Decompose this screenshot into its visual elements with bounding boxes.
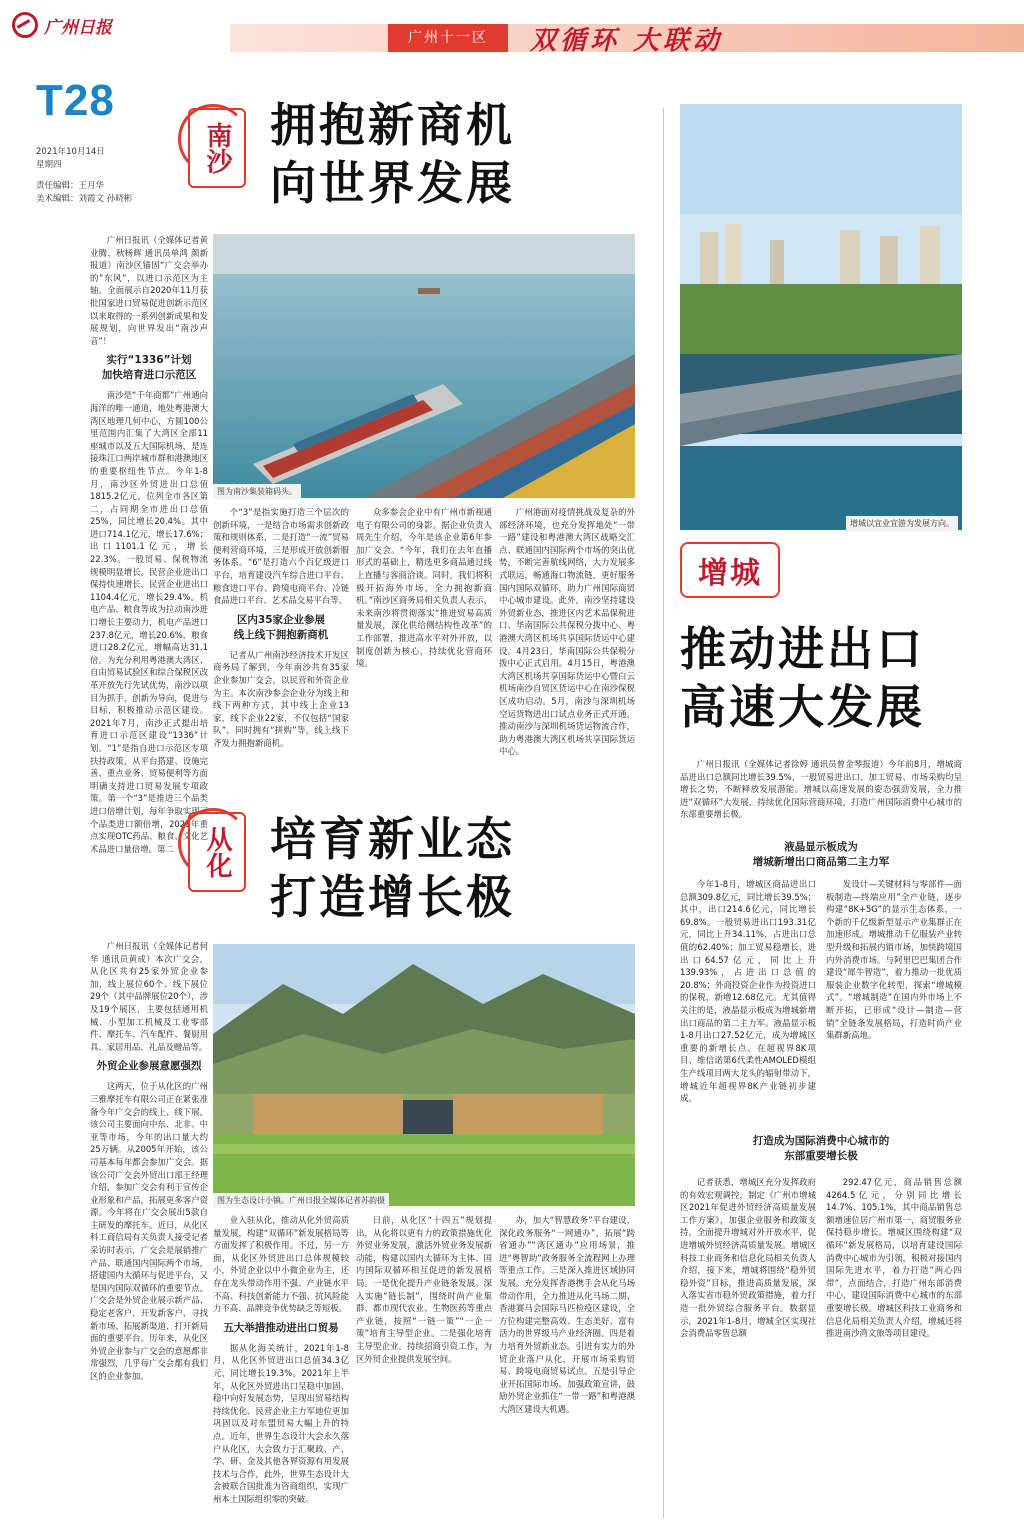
zengcheng-col3-body: 记者获悉，增城区充分发挥政府的有效宏观调控，制定《广州市增城区2021年促进外贸经济高质量发展工作方案》，加强企业服务和政策支持，全面提升增城对外开放水平，促进增城外贸经济高质量发展。增城区科技工业商务和信息化局相关负责人介绍，接下来，增城将围绕“稳外贸稳外资”目标，推进高质量发展，深入落实省市稳外贸政策措施，着力打造一批外贸综合服务平台。数据显示，2021年1-8月，增城全区实现社会消费品零售总额 xyxy=(680,1177,816,1339)
conghua-photo-caption: 图为生态设计小镇。广州日报全媒体记者苏韵摄 xyxy=(213,1193,389,1208)
logo-text: 广州日报 xyxy=(44,17,112,38)
zengcheng-column-1 xyxy=(680,878,816,1178)
zengcheng-headline-line2: 高速大发展 xyxy=(680,680,925,734)
zengcheng-headline xyxy=(680,620,925,736)
column-divider xyxy=(663,108,664,1518)
zengcheng-subhead-1: 液晶显示板成为 增城新增出口商品第二主力军 xyxy=(752,841,890,868)
section-tag-nansha xyxy=(188,108,246,188)
conghua-column-1 xyxy=(90,940,208,1518)
nansha-column-1 xyxy=(90,234,208,854)
city-photo-illustration xyxy=(680,104,962,530)
zengcheng-photo-caption: 增城以宜业宜游为发展方向。 xyxy=(846,516,958,531)
section-tag-label: 增城 xyxy=(698,556,762,591)
nansha-column-3 xyxy=(356,506,492,756)
conghua-column-2 xyxy=(213,1214,349,1518)
nansha-subhead-2: 区内35家企业参展 线上线下拥抱新商机 xyxy=(233,613,329,641)
conghua-headline-line2: 打造增长极 xyxy=(270,870,515,924)
conghua-headline xyxy=(270,810,515,926)
nansha-port-photo xyxy=(213,234,635,498)
section-tag-label: 南沙 xyxy=(202,122,232,174)
nansha-column-4 xyxy=(499,506,635,756)
nansha-lead: 广州日报讯（全媒体记者黄业腾、秋杨辉 通讯员单鸿 颜新报道）南沙区锚固“广交会举办的”东风”，以进口示范区为主轴，全面展示自2020年11月获批国家进口贸易促进创新示范区以来取得的一系列创新成果和发展规划，向世界发出“南沙声音”！ xyxy=(90,235,208,346)
issue-date: 2021年10月14日 xyxy=(36,147,105,157)
nansha-subhead-1: 实行“1336”计划 加快培育进口示范区 xyxy=(101,354,197,382)
zengcheng-headline-line1: 推动进出口 xyxy=(680,622,925,676)
conghua-lead: 广州日报讯（全媒体记者何华 通讯员黄成）本次广交会，从化区共有25家外贸企业参加，线上展位60个、线下展位29个（其中品牌展位20个），涉及19个展区，主要包括通用机械、小型加工机械及工业零部件、摩托车、汽车配件、餐厨用具、家居用品、礼品及赠品等。 xyxy=(90,941,208,1052)
conghua-subhead-1: 外贸企业参展意愿强烈 xyxy=(96,1060,202,1073)
nansha-col2-body2: 记者从广州南沙经济技术开发区商务局了解到，今年南沙共有35家企业参加广交会，以民营和外资企业为主。本次南沙参会企业分为线上和线下两种方式，其中线上企业13家，线下企业22家，不仅包括“国家队”，同时拥有“拼购”等，线上线下齐发力拥抱新商机。 xyxy=(213,649,349,748)
zengcheng-column-4 xyxy=(826,1176,962,1518)
zengcheng-subhead-2: 打造成为国际消费中心城市的 东部重要增长极 xyxy=(752,1135,890,1162)
port-photo-illustration xyxy=(213,234,635,498)
logo-mark-icon xyxy=(12,12,38,38)
conghua-column-3 xyxy=(356,1214,492,1518)
conghua-col4-body: 办，加大“智慧政务”平台建设，深化政务服务“一网通办”，拓展“跨省通办”“湾区通办”应用场景，推进“粤智助”政务服务全流程网上办理等重点工作。三是深入推进区域协同发展。充分发挥香港携手会从化马场带动作用，全力推进从化马场二期、香港赛马会国际马匹检疫区建设，全方位构建完整高效、生态美好、富有活力的世界级马产业经济圈。四是着力培育外贸新业态。引进有实力的外贸企业落户从化，开展市场采购贸易、跨境电商贸易试点。五是引导企业开拓国际市场。加强政策宣讲，鼓励外贸企业抓住“一带一路”和粤港澳大湾区建设大机遇。 xyxy=(499,1215,635,1414)
conghua-col3-body: 日前，从化区“十四五”规划提出，从化将以更有力的政策措施优化外贸业务发展，激活外贸业务发展新动能，构建以国内大循环为主体、国内国际双循环相互促进的新发展格局。一是优化提升产业链条发展。深入实施“链长制”，围绕时尚产业集群、都市现代农业、生物医药等重点产业链，按照“一链一策”“一企一策”培育主导型企业。二是强化培育主导型企业。持续招商引资工作，为区外贸企业提供发展空间。 xyxy=(356,1215,492,1364)
town-photo-illustration xyxy=(213,944,635,1206)
conghua-subhead-2: 五大举措推动进出口贸易 xyxy=(223,1321,339,1334)
zengcheng-col4-body: 292.47亿元，商品销售总额4264.5亿元，分别同比增长14.7%、105.1%，其中商品销售总额增速位居广州市第一，商贸服务业保持稳步增长。增城区围绕构建“双循环”新发展格局，以培育建设国际消费中心城市为引领，积极对接国内国际先进水平，着力打造“两心四带”，点面结合，打造广州东部消费中心，建设国际消费中心城市的东部重要增长极。增城区科技工业商务和信息化局相关负责人介绍，增城还将推进南沙湾文旅等项目建设。 xyxy=(826,1177,962,1339)
conghua-headline-line1: 培育新业态 xyxy=(270,812,515,866)
conghua-col2-body: 业入驻从化，推动从化外贸高质量发展，构建“双循环”新发展格局等方面发挥了积极作用。不过，另一方面，从化区外贸进出口总体规模较小，外贸企业以中小微企业为主，还存在龙头带动作用不强、产业链水平不高、科技创新能力不强、抗风险能力不高、品牌竞争优势缺乏等短板。 xyxy=(213,1215,349,1314)
page-number: T28 xyxy=(36,76,115,125)
conghua-col2-body2: 据从化海关统计，2021年1-8月，从化区外贸进出口总值34.3亿元，同比增长19.3%。2021年上半年，从化区外贸进出口呈稳中加固、稳中向好发展态势，呈现出贸易结构持续优化、民营企业主力军地位更加巩固以及对东盟贸易大幅上升的特点。近年，世界生态设计大会永久落户从化区，大会致力于汇聚政、产、学、研、金及其他各界资源有用发展技术与合作，此外，世界生态设计大会被联合国批准为咨商组织，实现广州本土国际组织零的突破。 xyxy=(213,1342,349,1504)
zengcheng-lead-block xyxy=(680,758,962,818)
nansha-headline-line1: 拥抱新商机 xyxy=(270,98,515,152)
nansha-headline xyxy=(270,96,515,212)
nansha-column-2 xyxy=(213,506,349,756)
zengcheng-column-3 xyxy=(680,1176,816,1518)
zengcheng-column-2 xyxy=(826,878,962,1118)
nansha-col4-body: 广州港面对疫情挑战及复杂的外部经济环境，也充分发挥地处“一带一路”建设和粤港澳大湾区战略交汇点、联通国内国际两个市场的突出优势，不断完善航线网络，大力发展多式联运，畅通海口物流链，更好服务国内国际双循环，助力广州国际商贸中心城市建设。此外，南沙坚持建设外贸新业态，推进区内艺术品保税进口、华南国际公共保税分拨中心、粤港澳大湾区机场共享国际货运中心建设。4月23日，华南国际公共保税分拨中心正式启用。4月15日，粤港澳大湾区机场共享国际货运中心暨白云机场南沙自贸区货运中心在南沙保税区成功启动。5月，南沙与深圳机场空运货物进出口试点业务正式开通，推动南沙与深圳机场货运物流合作，助力粤港澳大湾区机场共享国际货运中心。 xyxy=(499,507,635,757)
issue-weekday: 星期四 xyxy=(36,160,62,170)
conghua-column-4 xyxy=(499,1214,635,1518)
art-editor-credit: 美术编辑：刘霞文 孙晓彬 xyxy=(36,194,133,204)
newspaper-logo xyxy=(12,8,162,42)
conghua-town-photo xyxy=(213,944,635,1206)
section-tag-zengcheng xyxy=(680,542,780,598)
zengcheng-col2-body: 发设计—关键材料与零部件—面板制造—终端应用”全产业链，逐步构建“8K+5G”的显示生态体系，一个新的千亿级新型显示产业集群正在加速形成。增城推动千亿服装产业转型升级和拓展内销市场，加快跨境国内外消费市场。与阿里巴巴集团合作建设“犀牛智造”，着力推动一批优质服装企业数字化转型，探索“增城模式”。“增城制造”在国内外市场上不断开拓，已形成“设计—制造—营销”全链条发展格局，打造时尚产业集群新高地。 xyxy=(826,879,962,1041)
page-meta xyxy=(36,146,132,206)
zengcheng-col1-body: 今年1-8月，增城区商品进出口总额309.8亿元，同比增长39.5%；其中，出口214.6亿元，同比增长69.8%。一般贸易进出口193.31亿元，同比上升34.11%，占进出口总值的62.40%；加工贸易稳增长，进出口64.57亿元，同比上升139.93%，占进出口总值的20.8%；外商投资企业作为投资进口的保税，新增12.68亿元。尤其值得关注的是，液晶显示板成为增城新增出口商品的第二主力军。液晶显示板1-8月出口27.52亿元，成为增城区重要的新增长点。在超视界8K项目、维信诺第6代柔性AMOLED模组生产线项目两大龙头的辐射带动下，增城近年超视界8K产业链初步建成。 xyxy=(680,879,816,1104)
section-tag-conghua xyxy=(188,812,246,892)
zengcheng-city-photo xyxy=(680,104,962,530)
conghua-col1-body: 这两天，位于从化区的广州三雅摩托车有限公司正在紧张准备今年广交会的线上、线下展。该公司主要面向中东、北非、中亚等市场，今年的出口量大约25万辆。从2005年开始，该公司基本每年都会参加广交会。据该公司广交会外贸出口部王经理介绍，参加广交会有利于宣传企业形象和产品，拓展更多客户资源。今年将在广交会展出5款自主研发的摩托车。近日，从化区科工商信局有关负责人接受记者采访时表示，广交会是展销推广产品、联通国内国际两个市场，搭建国内大循环与促进平台，又是国内国际双循环的重要节点。广交会是外贸企业展示新产品、稳定老客户、开发新客户、寻找新市场、拓展新渠道、打开新局面的重要平台。历年来，从化区外贸企业参与广交会的意愿都非常强烈，几乎每广交会都有我们区的企业参加。 xyxy=(90,1081,208,1381)
nansha-col2-body: 个“3”是指实施打造三个层次的创新环境，一是结合市场需求创新政策和规则体系，二是打造“一流”贸易便利营商环境，三是形成开放创新服务体系。“6”是打造六个百亿级进口平台，培育建设汽车综合进口平台、粮食进口平台、跨境电商平台、冷链食品进口平台、艺术品交易平台等。 xyxy=(213,507,349,606)
section-tab: 广州十一区 xyxy=(388,24,508,52)
nansha-headline-line2: 向世界发展 xyxy=(270,156,515,210)
section-tag-label: 从化 xyxy=(202,826,232,878)
nansha-col3-body: 众多参会企业中有广州市新视通电子有限公司的身影。据企业负责人周先生介绍，今年是该企业第6年参加广交会。“今年，我们在去年直播形式的基础上，精选更多商品通过线上直播与客商洽谈。同时，我们将积极开拓海外市场，全力拥抱新商机。”南沙区商务局相关负责人表示，未来南沙将贯彻落实“推进贸易高质量发展，深化供给侧结构性改革”的工作部署，推进高水平对外开放，以制度创新为核心，持续优化营商环境。 xyxy=(356,507,492,669)
section-slogan: 双循环 大联动 xyxy=(530,26,724,56)
editor-credit: 责任编辑：王月华 xyxy=(36,181,105,191)
nansha-photo-caption: 图为南沙集装箱码头。 xyxy=(213,484,301,499)
zengcheng-lead: 广州日报讯（全媒体记者徐婷 通讯员曾金琴报道）今年前8月，增城商品进出口总额同比增长39.5%，一般贸易进出口、加工贸易、市场采购均呈增长之势，不断释放发展潜能。增城以高速发展的姿态强劲发展，全力推进“双循环”大发展，持续优化国际营商环境，打造广州国际消费中心城市的东部重要增长极。 xyxy=(680,759,962,820)
nansha-col1-body: 南沙是“千年商都”广州通向海洋的唯一通道，地处粤港澳大湾区地理几何中心，方圆100公里范围内汇集了大湾区全部11座城市以及五大国际机场，是连接珠江口两岸城市群和港澳地区的重要枢纽性节点。今年1-8月，南沙区外贸进出口总值1815.2亿元，位列全市各区第二，占同期全市进出口总值25%，同比增长20.4%。其中进口714.1亿元，增长17.6%；出口1101.1亿元，增长22.3%。一般贸易、保税物流规模明显增长。民营企业进出口保持快速增长，民营企业进出口1104.4亿元，增长29.4%。机电产品、粮食等成为拉动南沙进口增长主要动力，机电产品进口237.8亿元，增长20.6%，粮食进口28.2亿元，增幅高达31.1倍。为充分利用粤港澳大湾区、自由贸易试验区和综合保税区改革开放先行先试优势，南沙以项目为抓手，创新为导向，促进与目标，积极推动示范区建设。2021年7月，南沙正式提出培育进口示范区建设“1336”计划。“1”是指自进口示范区专项扶持政策，从平台搭建、设施完善、重点业务、贸易便利等方面明确支持进口贸易发展专项政策。第一个“3”是推进三个品类进口倍增计划，每年争取实现三个品类进口额倍增，2021年重点实现OTC药品、粮食、文化艺术品进口量倍增。第二 xyxy=(90,390,208,854)
